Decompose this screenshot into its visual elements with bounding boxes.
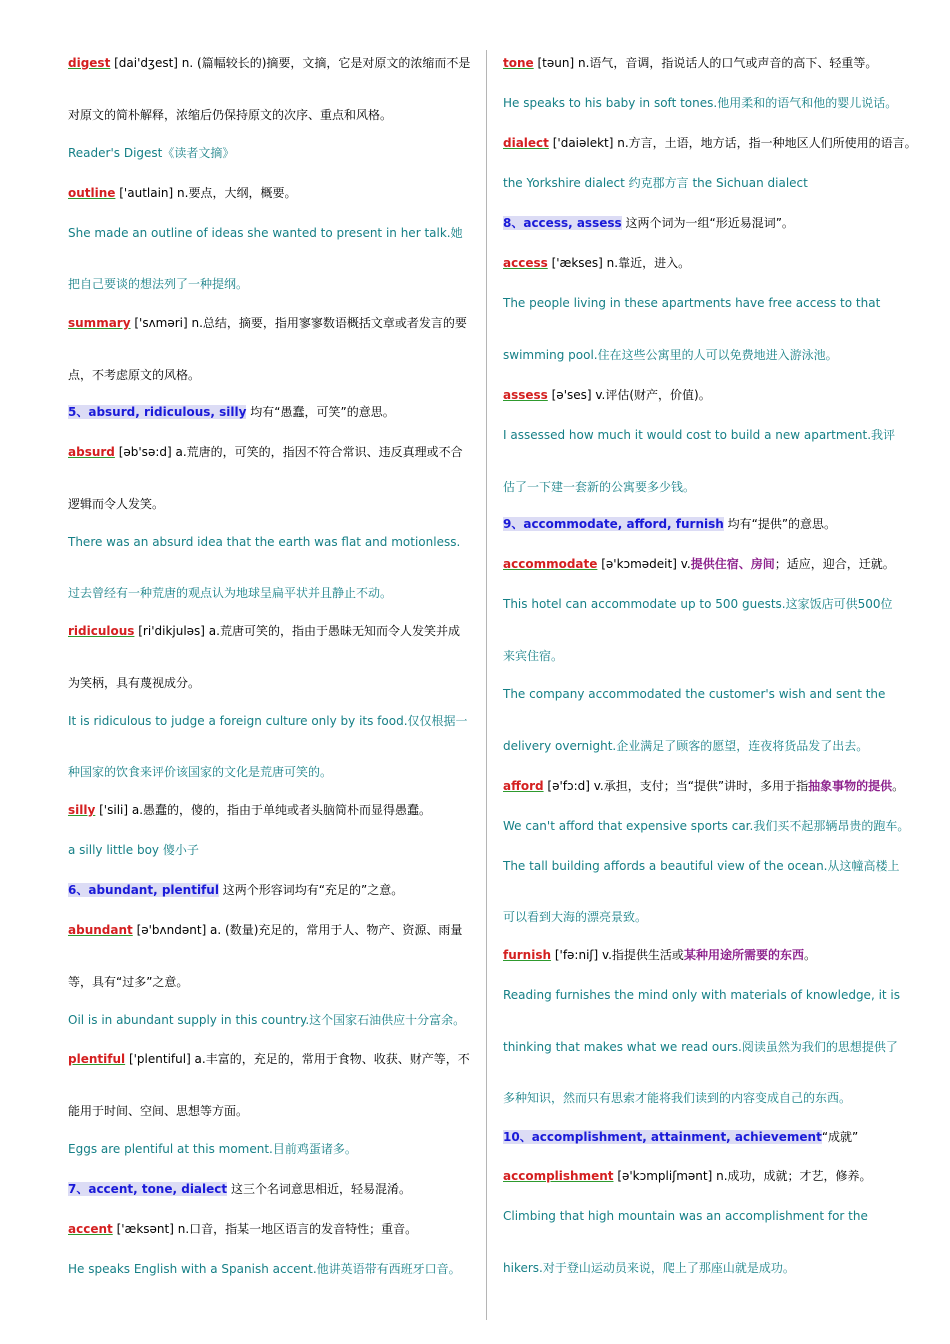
definition-text: [ri'dikjuləs] a.荒唐可笑的，指由于愚昧无知而令人发笑并成 xyxy=(134,624,460,638)
example-sentence xyxy=(68,225,463,241)
headword: tone xyxy=(503,56,534,70)
definition-emphasis: 提供住宿、房间 xyxy=(690,557,775,571)
headword: ridiculous xyxy=(68,624,135,638)
example-text: the Yorkshire dialect 约克郡方言 the Sichuan dialect xyxy=(503,176,808,190)
vocab-entry xyxy=(68,1221,417,1237)
definition-emphasis: 抽象事物的提供 xyxy=(808,779,893,793)
group-title: 9、accommodate, afford, furnish xyxy=(503,517,724,531)
group-heading xyxy=(68,404,395,420)
example-text: The company accommodated the customer's wish and sent the xyxy=(503,687,886,701)
example-text: a silly little boy 傻小子 xyxy=(68,843,199,857)
group-title: 7、accent, tone, dialect xyxy=(68,1182,228,1196)
definition-text: [təun] n.语气，音调，指说话人的口气或声音的高下、轻重等。 xyxy=(533,56,878,70)
example-text: The tall building affords a beautiful view of the ocean.从这幢高楼上 xyxy=(503,859,900,873)
continuation-text: 能用于时间、空间、思想等方面。 xyxy=(68,1104,249,1118)
headword: access xyxy=(503,256,548,270)
continuation-text: 点，不考虑原文的风格。 xyxy=(68,368,201,382)
vocab-entry xyxy=(503,255,690,271)
continuation-text: 对原文的简朴解释，浓缩后仍保持原文的次序、重点和风格。 xyxy=(68,108,393,122)
headword: accomplishment xyxy=(503,1169,614,1183)
example-text: She made an outline of ideas she wanted to present in her talk.她 xyxy=(68,226,463,240)
definition-tail: 。 xyxy=(803,948,816,962)
headword: assess xyxy=(503,388,548,402)
example-text: 来宾住宿。 xyxy=(503,649,564,663)
definition-continuation xyxy=(68,496,164,512)
definition-tail: 。 xyxy=(892,779,905,793)
headword: afford xyxy=(503,779,544,793)
example-text: It is ridiculous to judge a foreign culture only by its food.仅仅根据一 xyxy=(68,714,468,728)
definition-text: [dai'dʒest] n. (篇幅较长的)摘要，文摘，它是对原文的浓缩而不是 xyxy=(110,56,471,70)
example-text: He speaks English with a Spanish accent.他讲英语带有西班牙口音。 xyxy=(68,1262,461,1276)
definition-text: ['plentiful] a.丰富的，充足的，常用于食物、收获、财产等，不 xyxy=(125,1052,470,1066)
group-note: 均有“愚蠢，可笑”的意思。 xyxy=(246,405,395,419)
example-sentence xyxy=(68,1141,357,1157)
vocab-entry xyxy=(68,55,470,71)
example-sentence xyxy=(503,479,695,495)
group-note: 这两个词为一组“形近易混词”。 xyxy=(621,216,794,230)
definition-text: [ə'fɔ:d] v.承担，支付；当“提供”讲时，多用于指 xyxy=(543,779,809,793)
definition-continuation xyxy=(68,107,392,123)
group-title: 6、abundant, plentiful xyxy=(68,883,219,897)
example-text: delivery overnight.企业满足了顾客的愿望，连夜将货品发了出去。 xyxy=(503,739,869,753)
example-sentence xyxy=(503,818,909,834)
example-sentence xyxy=(503,295,880,311)
example-text: He speaks to his baby in soft tones.他用柔和的语气和他的婴儿说话。 xyxy=(503,96,898,110)
example-text: Reader's Digest《读者文摘》 xyxy=(68,146,235,160)
example-text: The people living in these apartments have free access to that xyxy=(503,296,881,310)
headword: accent xyxy=(68,1222,113,1236)
vocab-entry xyxy=(503,778,904,794)
example-sentence xyxy=(503,1208,868,1224)
group-note: 这三个名词意思相近，轻易混淆。 xyxy=(227,1182,411,1196)
vocab-entry xyxy=(68,802,431,818)
headword: plentiful xyxy=(68,1052,126,1066)
headword: digest xyxy=(68,56,111,70)
vocab-entry xyxy=(503,556,895,572)
example-text: 可以看到大海的漂亮景致。 xyxy=(503,910,648,924)
group-note: 均有“提供”的意思。 xyxy=(723,517,837,531)
definition-text: [ə'kɔmpliʃmənt] n.成功，成就；才艺，修养。 xyxy=(613,1169,872,1183)
group-title: 8、access, assess xyxy=(503,216,622,230)
definition-continuation xyxy=(68,974,188,990)
example-sentence xyxy=(503,95,897,111)
column-divider xyxy=(486,50,487,1320)
definition-text: ['ækses] n.靠近，进入。 xyxy=(547,256,691,270)
headword: accommodate xyxy=(503,557,598,571)
vocab-entry xyxy=(68,623,460,639)
vocab-entry xyxy=(68,315,467,331)
definition-tail: ；适应，迎合，迁就。 xyxy=(774,557,895,571)
example-text: We can't afford that expensive sports car.我们买不起那辆昂贵的跑车。 xyxy=(503,819,910,833)
example-sentence xyxy=(68,842,199,858)
example-sentence xyxy=(503,1260,795,1276)
vocab-entry xyxy=(503,947,816,963)
example-sentence xyxy=(68,145,234,161)
group-heading xyxy=(503,215,794,231)
example-sentence xyxy=(503,686,885,702)
vocab-entry xyxy=(503,1168,872,1184)
example-sentence xyxy=(503,738,868,754)
example-text: swimming pool.住在这些公寓里的人可以免费地进入游泳池。 xyxy=(503,348,838,362)
definition-text: ['sili] a.愚蠢的，傻的，指由于单纯或者头脑简朴而显得愚蠢。 xyxy=(95,803,432,817)
group-heading xyxy=(503,516,836,532)
example-sentence xyxy=(503,858,900,874)
definition-emphasis: 某种用途所需要的东西 xyxy=(683,948,804,962)
example-sentence xyxy=(503,1090,851,1106)
example-text: Reading furnishes the mind only with materials of knowledge, it is xyxy=(503,988,901,1002)
headword: abundant xyxy=(68,923,133,937)
example-text: Eggs are plentiful at this moment.目前鸡蛋诸多。 xyxy=(68,1142,357,1156)
continuation-text: 逻辑而令人发笑。 xyxy=(68,497,165,511)
definition-text: ['autlain] n.要点，大纲，概要。 xyxy=(115,186,297,200)
example-text: thinking that makes what we read ours.阅读虽然为我们的思想提供了 xyxy=(503,1040,898,1054)
example-sentence xyxy=(68,713,468,729)
group-heading xyxy=(68,882,403,898)
example-sentence xyxy=(503,648,563,664)
headword: silly xyxy=(68,803,96,817)
example-sentence xyxy=(503,596,893,612)
definition-text: [əb'sə:d] a.荒唐的，可笑的，指因不符合常识、违反真理或不合 xyxy=(114,445,463,459)
vocab-entry xyxy=(68,922,462,938)
definition-text: ['fə:niʃ] v.指提供生活或 xyxy=(551,948,684,962)
definition-text: [ə'bʌndənt] a. (数量)充足的，常用于人、物产、资源、雨量 xyxy=(132,923,463,937)
example-sentence xyxy=(68,276,248,292)
continuation-text: 等，具有“过多”之意。 xyxy=(68,975,189,989)
example-sentence xyxy=(503,1039,898,1055)
example-text: 过去曾经有一种荒唐的观点认为地球呈扁平状并且静止不动。 xyxy=(68,586,393,600)
definition-text: [ə'kɔmədeit] v. xyxy=(597,557,691,571)
headword: absurd xyxy=(68,445,115,459)
example-text: This hotel can accommodate up to 500 guests.这家饭店可供500位 xyxy=(503,597,893,611)
group-heading xyxy=(68,1181,411,1197)
example-text: There was an absurd idea that the earth was flat and motionless. xyxy=(68,535,461,549)
headword: summary xyxy=(68,316,131,330)
example-sentence xyxy=(68,585,392,601)
example-text: Oil is in abundant supply in this country.这个国家石油供应十分富余。 xyxy=(68,1013,466,1027)
definition-text: ['æksənt] n.口音，指某一地区语言的发音特性；重音。 xyxy=(112,1222,418,1236)
headword: dialect xyxy=(503,136,549,150)
example-sentence xyxy=(503,427,895,443)
vocab-entry xyxy=(503,387,711,403)
vocab-entry xyxy=(68,1051,470,1067)
definition-text: ['sʌməri] n.总结，摘要，指用寥寥数语概括文章或者发言的要 xyxy=(130,316,467,330)
example-sentence xyxy=(503,987,900,1003)
example-sentence xyxy=(503,175,808,191)
group-heading xyxy=(503,1129,858,1145)
group-note: “成就” xyxy=(821,1130,859,1144)
headword: furnish xyxy=(503,948,552,962)
example-sentence xyxy=(503,347,838,363)
example-text: 把自己要谈的想法列了一种提纲。 xyxy=(68,277,249,291)
group-note: 这两个形容词均有“充足的”之意。 xyxy=(218,883,404,897)
vocab-entry xyxy=(68,185,296,201)
example-sentence xyxy=(68,1012,465,1028)
headword: outline xyxy=(68,186,116,200)
vocab-entry xyxy=(503,135,917,151)
example-text: Climbing that high mountain was an accomplishment for the xyxy=(503,1209,868,1223)
example-text: I assessed how much it would cost to build a new apartment.我评 xyxy=(503,428,896,442)
continuation-text: 为笑柄，具有蔑视成分。 xyxy=(68,676,201,690)
example-sentence xyxy=(68,1261,461,1277)
definition-text: ['daiəlekt] n.方言，土语，地方话，指一种地区人们所使用的语言。 xyxy=(548,136,917,150)
example-text: 多种知识，然而只有思索才能将我们读到的内容变成自己的东西。 xyxy=(503,1091,852,1105)
definition-text: [ə'ses] v.评估(财产，价值)。 xyxy=(547,388,711,402)
definition-continuation xyxy=(68,367,200,383)
example-sentence xyxy=(503,909,647,925)
example-text: hikers.对于登山运动员来说，爬上了那座山就是成功。 xyxy=(503,1261,795,1275)
vocab-entry xyxy=(503,55,877,71)
definition-continuation xyxy=(68,675,200,691)
example-sentence xyxy=(68,764,332,780)
example-sentence xyxy=(68,534,460,550)
group-title: 10、accomplishment, attainment, achievement xyxy=(503,1130,822,1144)
definition-continuation xyxy=(68,1103,248,1119)
group-title: 5、absurd, ridiculous, silly xyxy=(68,405,247,419)
vocab-entry xyxy=(68,444,463,460)
example-text: 种国家的饮食来评价该国家的文化是荒唐可笑的。 xyxy=(68,765,333,779)
example-text: 估了一下建一套新的公寓要多少钱。 xyxy=(503,480,696,494)
